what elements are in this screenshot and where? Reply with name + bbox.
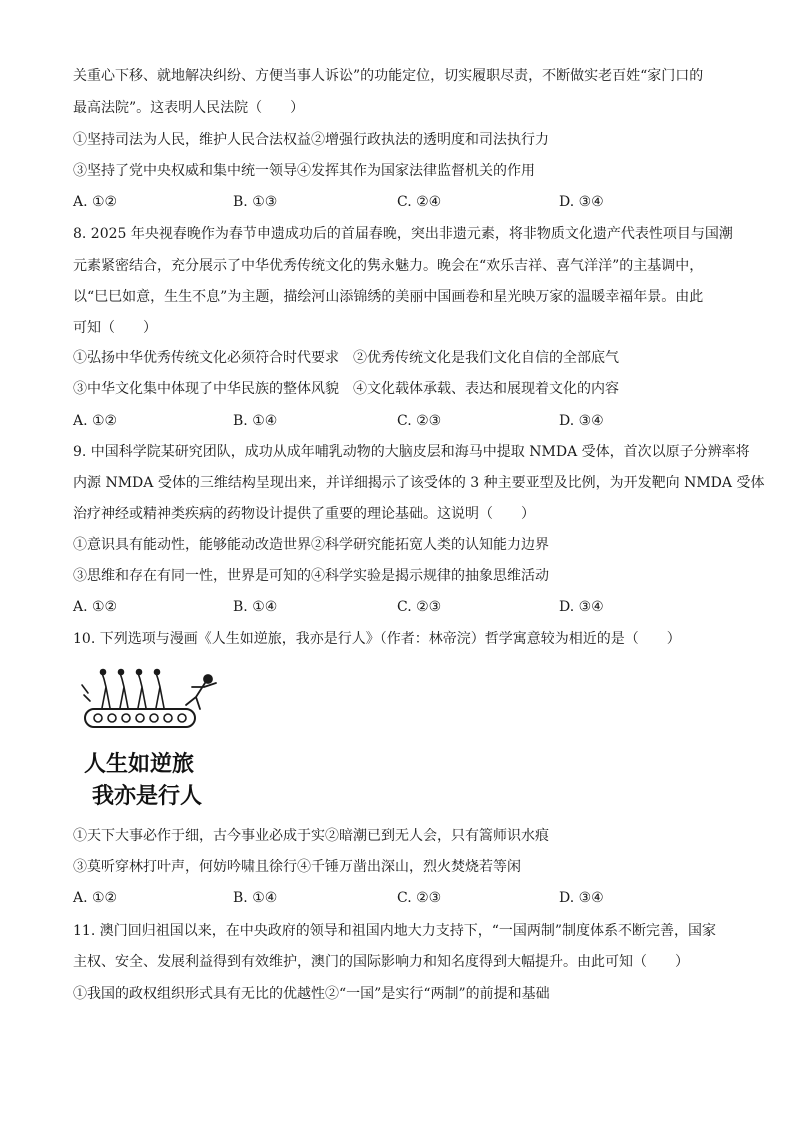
q7-option-a[interactable]: A. ①② [73, 194, 118, 210]
q10-option-c[interactable]: C. ②③ [397, 890, 442, 906]
q10-option-b[interactable]: B. ①④ [233, 890, 278, 906]
conveyor-belt [85, 709, 195, 727]
cartoon-caption-line-1: 人生如逆旅 [84, 751, 195, 777]
q10-option-d[interactable]: D. ③④ [559, 890, 604, 906]
q8-stem-line-4: 可知（ ） [73, 320, 157, 336]
q9-option-a[interactable]: A. ①② [73, 599, 118, 615]
q9-options [73, 597, 733, 617]
q10-options [73, 888, 733, 908]
q9-stem-line-1: 9. 中国科学院某研究团队，成功从成年哺乳动物的大脑皮层和海马中提取 NMDA 受体，首次以原子分辨率将 [73, 444, 750, 460]
q7-options [73, 192, 733, 212]
cartoon-caption-line-2: 我亦是行人 [92, 783, 203, 809]
q8-option-a[interactable]: A. ①② [73, 413, 118, 429]
q8-options [73, 411, 733, 431]
q9-statement-1: ①意识具有能动性，能够能动改造世界②科学研究能拓宽人类的认知能力边界 [73, 537, 549, 553]
q11-stem-line-2: 主权、安全、发展利益得到有效维护，澳门的国际影响力和知名度得到大幅提升。由此可知（ ） [73, 954, 689, 970]
cartoon-image [80, 665, 230, 813]
q9-option-d[interactable]: D. ③④ [559, 599, 604, 615]
q10-statement-1: ①天下大事必作于细，古今事业必成于实②暗潮已到无人会，只有篙师识水痕 [73, 828, 549, 844]
q8-stem-line-1: 8. 2025 年央视春晚作为春节申遗成功后的首届春晚，突出非遗元素，将非物质文化遗产代表性项目与国潮 [73, 226, 733, 242]
q10-stem-line-1: 10. 下列选项与漫画《人生如逆旅，我亦是行人》（作者：林帝浣）哲学寓意较为相近的是（ ） [73, 631, 681, 647]
q8-option-b[interactable]: B. ①④ [233, 413, 278, 429]
q9-stem-line-3: 治疗神经或精神类疾病的药物设计提供了重要的理论基础。这说明（ ） [73, 506, 535, 522]
q7-stem-line-2: 最高法院”。这表明人民法院（ ） [73, 100, 305, 116]
q7-option-d[interactable]: D. ③④ [559, 194, 604, 210]
walking-figures [82, 670, 164, 709]
q8-option-c[interactable]: C. ②③ [397, 413, 442, 429]
q8-statement-2: ③中华文化集中体现了中华民族的整体风貌 ④文化载体承载、表达和展现着文化的内容 [73, 381, 619, 397]
q10-statement-2: ③莫听穿林打叶声，何妨吟啸且徐行④千锤万凿出深山，烈火焚烧若等闲 [73, 859, 521, 875]
q7-statement-2: ③坚持了党中央权威和集中统一领导④发挥其作为国家法律监督机关的作用 [73, 163, 535, 179]
q7-stem-line-1: 关重心下移、就地解决纠纷、方便当事人诉讼”的功能定位，切实履职尽责，不断做实老百姓“家门口的 [73, 68, 704, 84]
q7-option-c[interactable]: C. ②④ [397, 194, 442, 210]
q8-stem-line-2: 元素紧密结合，充分展示了中华优秀传统文化的隽永魅力。晚会在“欢乐吉祥、喜气洋洋”的主基调中， [73, 258, 704, 274]
running-figure [186, 675, 216, 709]
q9-option-b[interactable]: B. ①④ [233, 599, 278, 615]
q9-statement-2: ③思维和存在有同一性，世界是可知的④科学实验是揭示规律的抽象思维活动 [73, 568, 549, 584]
q8-stem-line-3: 以“巳巳如意，生生不息”为主题，描绘河山添锦绣的美丽中国画卷和星光映万家的温暖幸福年景。由此 [73, 289, 704, 305]
q8-option-d[interactable]: D. ③④ [559, 413, 604, 429]
q8-statement-1: ①弘扬中华优秀传统文化必须符合时代要求 ②优秀传统文化是我们文化自信的全部底气 [73, 350, 619, 366]
q7-statement-1: ①坚持司法为人民，维护人民合法权益②增强行政执法的透明度和司法执行力 [73, 132, 549, 148]
q10-option-a[interactable]: A. ①② [73, 890, 118, 906]
q7-option-b[interactable]: B. ①③ [233, 194, 278, 210]
q9-stem-line-2: 内源 NMDA 受体的三维结构呈现出来，并详细揭示了该受体的 3 种主要亚型及比例，为开发靶向 NMDA 受体 [73, 475, 765, 491]
q11-statement-1: ①我国的政权组织形式具有无比的优越性②“一国”是实行“两制”的前提和基础 [73, 986, 550, 1002]
q9-option-c[interactable]: C. ②③ [397, 599, 442, 615]
q11-stem-line-1: 11. 澳门回归祖国以来，在中央政府的领导和祖国内地大力支持下，“一国两制”制度体系不断完善，国家 [73, 923, 717, 939]
